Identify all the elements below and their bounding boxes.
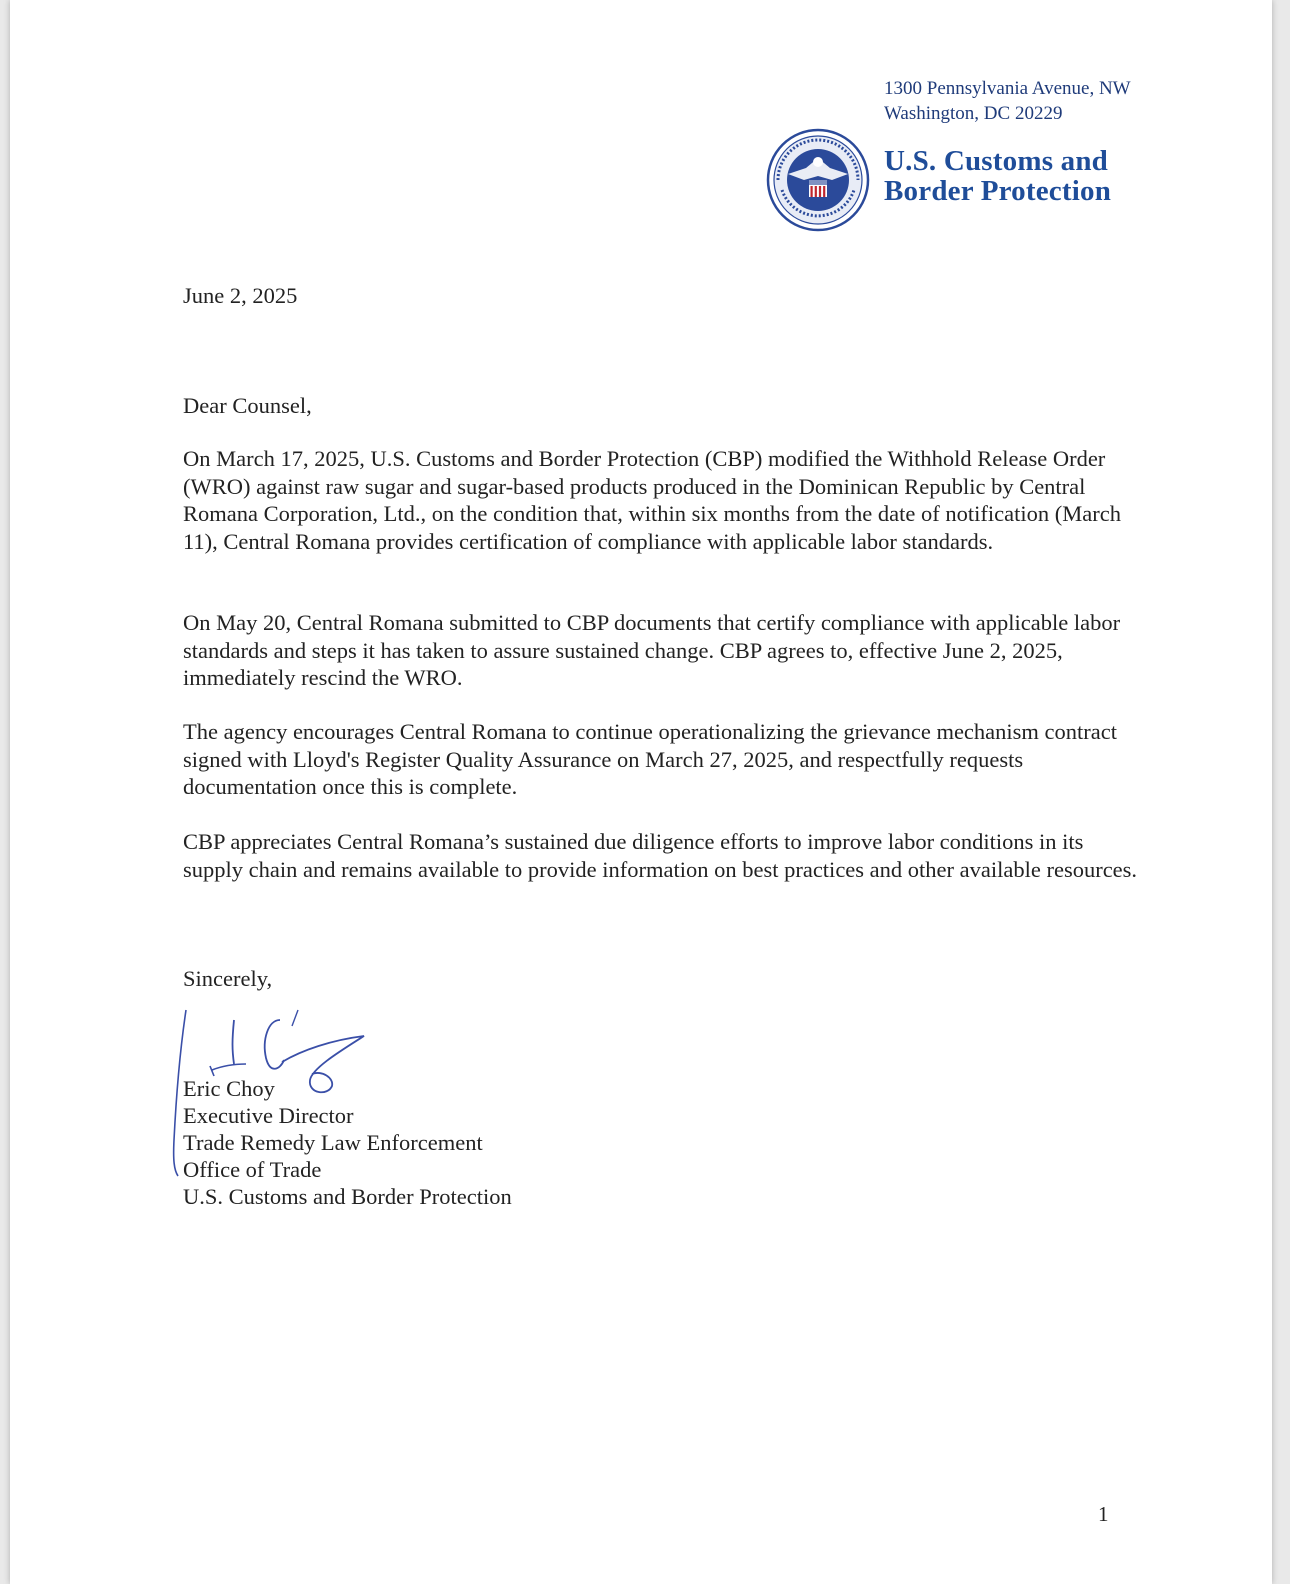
closing: Sincerely, xyxy=(183,966,273,991)
signer-name: Eric Choy xyxy=(183,1076,275,1101)
paragraph-1: On March 17, 2025, U.S. Customs and Border Protection (CBP) modified the Withhold Release Order (WRO) against raw sugar and sugar-based products produced in the Dominican Republic by Central Romana Corporation, Ltd., on the condition that, within six months from the date of notification (March 11), Central Romana provides certification of compliance with applicable labor standards. xyxy=(183,446,1121,554)
signature-block xyxy=(183,1075,1143,1210)
paragraph-3: The agency encourages Central Romana to continue operationalizing the grievance mechanism contract signed with Lloyd's Register Quality Assurance on March 27, 2025, and respectfully requests documentation once this is complete. xyxy=(183,719,1117,799)
paragraph-4: CBP appreciates Central Romana’s sustained due diligence efforts to improve labor conditions in its supply chain and remains available to provide information on best practices and other available resources. xyxy=(183,829,1138,882)
salutation: Dear Counsel, xyxy=(183,393,312,418)
agency-name-line-1: U.S. Customs and xyxy=(884,145,1108,177)
signer-agency: U.S. Customs and Border Protection xyxy=(183,1184,512,1209)
agency-name xyxy=(884,146,1111,206)
paragraph-2: On May 20, Central Romana submitted to CBP documents that certify compliance with applicable labor standards and steps it has taken to assure sustained change. CBP agrees to, effective June 2, 2025, immediately rescind the WRO. xyxy=(183,610,1121,690)
signer-office: Office of Trade xyxy=(183,1157,322,1182)
agency-name-line-2: Border Protection xyxy=(884,175,1112,207)
signer-division: Trade Remedy Law Enforcement xyxy=(183,1130,483,1155)
page-number: 1 xyxy=(1098,1502,1109,1526)
cbp-seal-icon xyxy=(766,128,870,232)
letterhead-address xyxy=(884,76,1131,126)
address-line-2: Washington, DC 20229 xyxy=(884,103,1063,124)
letter-page xyxy=(10,0,1272,1584)
address-line-1: 1300 Pennsylvania Avenue, NW xyxy=(884,78,1131,99)
letter-date: June 2, 2025 xyxy=(183,283,298,308)
signer-title: Executive Director xyxy=(183,1103,354,1128)
